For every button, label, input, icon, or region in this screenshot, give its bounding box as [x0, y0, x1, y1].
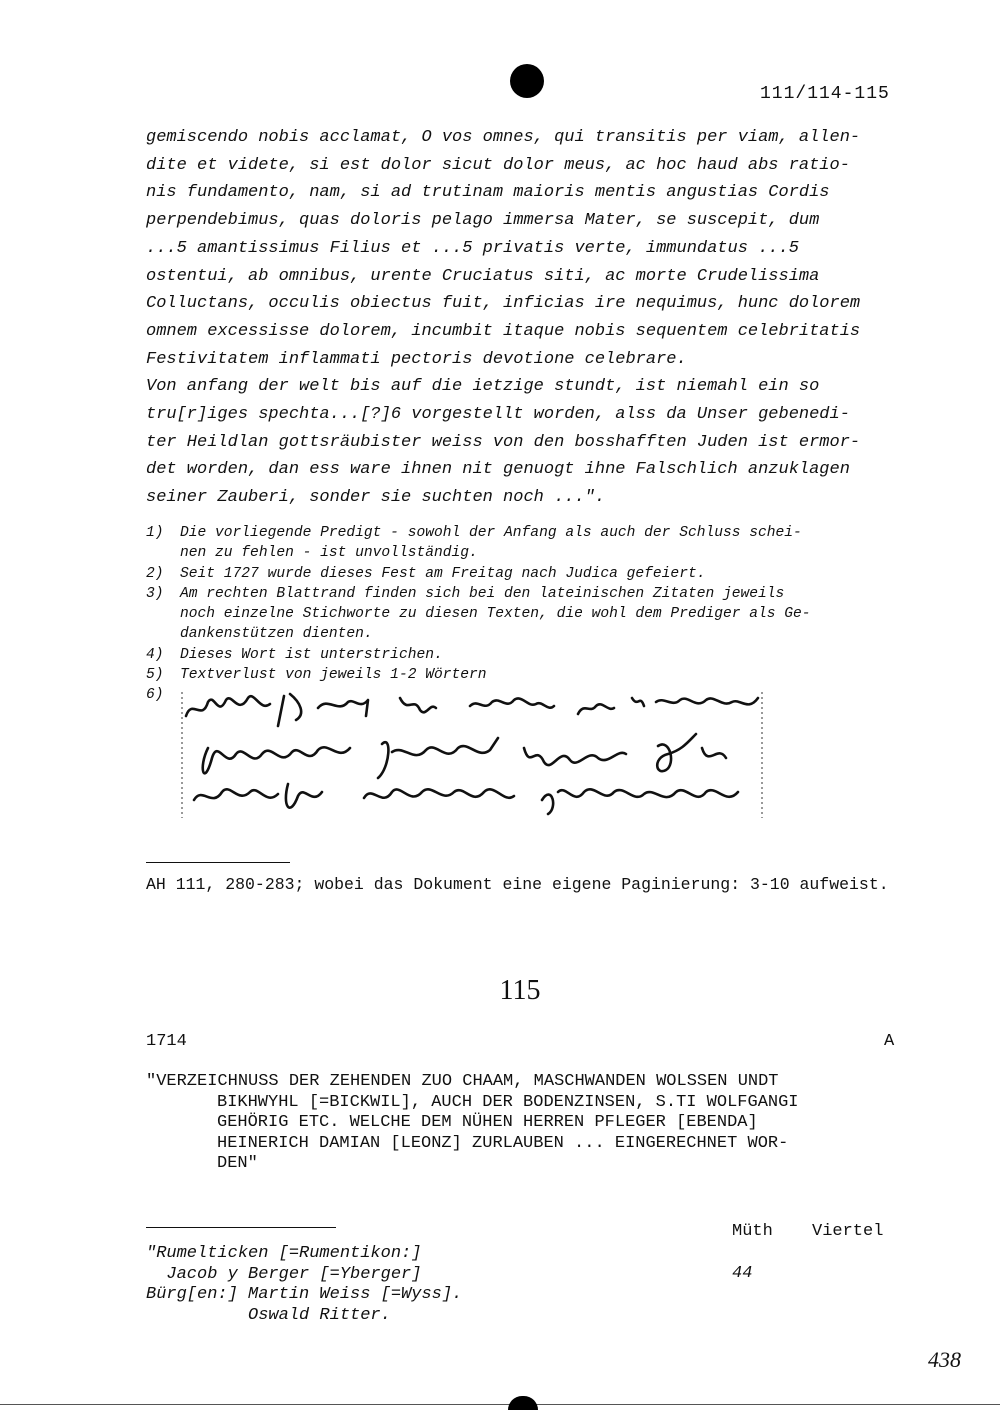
body-line: Festivitatem inflammati pectoris devotione celebrare. — [146, 349, 687, 369]
footnote-text: Textverlust von jeweils 1-2 Wörtern — [180, 667, 487, 684]
body-text — [146, 124, 906, 512]
title-line: DEN" — [217, 1154, 258, 1173]
body-line: det worden, dan ess ware ihnen nit genuogt ihne Falschlich anzuklagen — [146, 460, 850, 480]
register-entries — [146, 1244, 462, 1326]
title-line: "VERZEICHNUSS DER ZEHENDEN ZUO CHAAM, MASCHWANDEN WOLSSEN UNDT — [146, 1072, 779, 1091]
body-line: Colluctans, occulis obiectus fuit, inficias ire nequimus, hunc dolorem — [146, 294, 861, 314]
footnote-row — [146, 665, 906, 685]
body-line: ostentui, ab omnibus, urente Cruciatus siti, ac morte Crudelissima — [146, 266, 820, 286]
document-year: 1714 — [146, 1032, 187, 1051]
body-line: dite et videte, si est dolor sicut dolor meus, ac hoc haud abs ratio- — [146, 155, 850, 175]
footnote-number: 1) — [146, 525, 164, 541]
footnote-text: Dieses Wort ist unterstrichen. — [180, 646, 443, 663]
body-line: nis fundamento, nam, si ad trutinam maioris mentis angustias Cordis — [146, 183, 830, 203]
register-line: Jacob y Berger [=Yberger] — [146, 1264, 422, 1284]
register-value: 44 — [732, 1264, 753, 1283]
footnote-row — [146, 645, 906, 665]
footnote-text: dankenstützen dienten. — [180, 626, 373, 643]
body-line: seiner Zauberi, sonder sie suchten noch ...". — [146, 488, 606, 508]
body-line: ...5 amantissimus Filius et ...5 privatis verte, immundatus ...5 — [146, 238, 799, 258]
document-letter: A — [884, 1032, 895, 1051]
body-line: Von anfang der welt bis auf die ietzige stundt, ist niemahl ein so — [146, 377, 820, 397]
footnote-number: 5) — [146, 667, 164, 684]
footnote-row — [146, 604, 906, 624]
footnotes — [146, 523, 906, 706]
register-line: Oswald Ritter. — [146, 1305, 391, 1325]
footnote-number: 6) — [146, 687, 164, 704]
document-title — [146, 1072, 916, 1175]
column-header-mueth: Müth — [732, 1222, 773, 1241]
bottom-edge-line — [0, 1404, 1000, 1405]
punch-hole-mark — [510, 64, 544, 98]
footnote-text: noch einzelne Stichworte zu diesen Texten, die wohl dem Prediger als Ge- — [180, 606, 811, 623]
footnote-row — [146, 543, 906, 563]
footnote-number: 4) — [146, 646, 164, 663]
register-line: "Rumelticken [=Rumentikon:] — [146, 1244, 422, 1263]
footnote-text: Die vorliegende Predigt - sowohl der Anfang als auch der Schluss schei- — [180, 525, 802, 541]
separator-rule — [146, 862, 290, 863]
body-line: gemiscendo nobis acclamat, O vos omnes, qui transitis per viam, allen- — [146, 128, 861, 147]
separator-rule — [146, 1227, 336, 1228]
footnote-number: 2) — [146, 565, 164, 582]
footnote-number: 3) — [146, 585, 164, 602]
footnote-row — [146, 564, 906, 584]
title-line: BIKHWYHL [=BICKWIL], AUCH DER BODENZINSEN, S.TI WOLFGANGI — [217, 1092, 799, 1112]
title-line: HEINERICH DAMIAN [LEONZ] ZURLAUBEN ... EINGERECHNET WOR- — [217, 1133, 789, 1153]
footnote-row — [146, 624, 906, 644]
body-line: perpendebimus, quas doloris pelago immersa Mater, se suscepit, dum — [146, 211, 820, 231]
footnote-number — [146, 624, 180, 644]
corner-mark: 438 — [928, 1347, 961, 1372]
footnote-row — [146, 523, 906, 543]
handwriting-excerpt-image — [178, 688, 766, 826]
footnote-text: Seit 1727 wurde dieses Fest am Freitag nach Judica gefeiert. — [180, 565, 706, 582]
body-line: omnem excessisse dolorem, incumbit itaque nobis sequentem celebritatis — [146, 321, 861, 341]
column-header-viertel: Viertel — [812, 1222, 884, 1241]
document-number: 115 — [499, 975, 541, 1006]
footnote-number — [146, 604, 180, 624]
footnote-number — [146, 543, 180, 563]
page-number: 111/114-115 — [760, 84, 890, 104]
footnote-text: nen zu fehlen - ist unvollständig. — [180, 545, 478, 562]
title-line: GEHÖRIG ETC. WELCHE DEM NÜHEN HERREN PFLEGER [EBENDA] — [217, 1113, 758, 1132]
body-line: ter Heildlan gottsräubister weiss von den bosshafften Juden ist ermor- — [146, 432, 861, 452]
register-line: Bürg[en:] Martin Weiss [=Wyss]. — [146, 1285, 463, 1304]
body-line: tru[r]iges spechta...[?]6 vorgestellt worden, alss da Unser gebenedi- — [146, 405, 850, 425]
bottom-punch-mark — [508, 1396, 538, 1410]
source-note: AH 111, 280-283; wobei das Dokument eine eigene Paginierung: 3-10 aufweist. — [146, 875, 889, 894]
footnote-row — [146, 584, 906, 604]
footnote-text: Am rechten Blattrand finden sich bei den lateinischen Zitaten jeweils — [180, 585, 785, 602]
